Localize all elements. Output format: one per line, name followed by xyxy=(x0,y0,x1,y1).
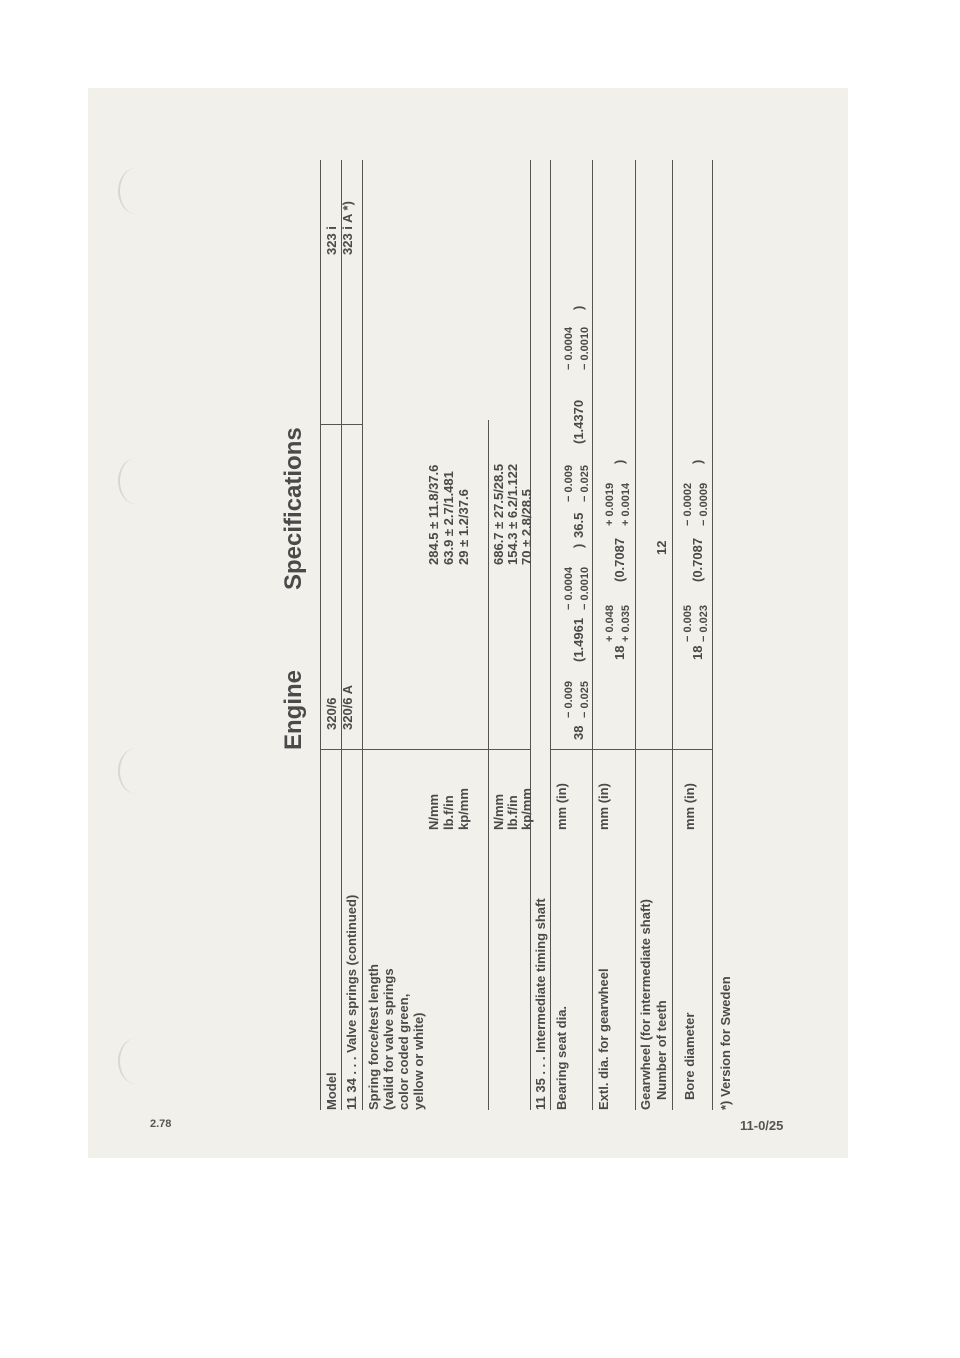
table-rule xyxy=(592,160,593,1110)
spring-label-line1: Spring force/test length xyxy=(366,964,381,1110)
bearing-value1-inch: (1.4961 xyxy=(571,617,586,662)
bearing-value2-tol-upper: − 0.009 xyxy=(563,464,575,502)
bore-inch-tol-lower: − 0.0009 xyxy=(698,482,710,526)
spring-force-value: 63.9 ± 2.7/1.481 xyxy=(441,471,456,565)
column-divider xyxy=(320,749,362,750)
date-code: 2.78 xyxy=(150,1118,172,1130)
section-title: Engine xyxy=(280,669,307,750)
spring-force-value: 284.5 ± 11.8/37.6 xyxy=(426,464,441,565)
model-label: Model xyxy=(324,1072,339,1110)
unit-lbfin: lb.f/in xyxy=(505,795,520,830)
bore-inch-tol-upper: − 0.0002 xyxy=(682,482,694,526)
extl-dia-inch: (0.7087 xyxy=(612,537,627,582)
bearing-value1-close: ) xyxy=(571,543,586,548)
extl-dia-inch-tol-upper: + 0.0019 xyxy=(604,482,616,526)
table-rule xyxy=(635,160,636,1110)
model-col2-line1: 323 i xyxy=(324,226,339,255)
column-divider xyxy=(362,749,530,750)
table-rule xyxy=(341,160,342,1110)
unit-kpmm: kp/mm xyxy=(456,788,471,830)
spring-label-line4: yellow or white) xyxy=(411,1012,426,1110)
bearing-value2-close: ) xyxy=(571,305,586,310)
unit-kpmm: kp/mm xyxy=(519,788,534,830)
teeth-value: 12 xyxy=(654,540,669,555)
extl-dia-inch-tol-lower: + 0.0014 xyxy=(620,482,632,526)
bearing-value2-inch: (1.4370 xyxy=(571,399,586,444)
bearing-value1-tol-lower: − 0.025 xyxy=(579,680,591,718)
bearing-value1-inch-tol-upper: − 0.0004 xyxy=(563,566,575,610)
page-number: 11-0/25 xyxy=(740,1118,784,1133)
extl-dia-label: Extl. dia. for gearwheel xyxy=(596,968,611,1110)
table-rule xyxy=(320,160,321,1110)
model-col1-line2: 320/6 A xyxy=(340,684,355,730)
gearwheel-label: Gearwheel (for intermediate shaft) xyxy=(638,899,653,1110)
bearing-value2-inch-tol-lower: − 0.0010 xyxy=(579,326,591,370)
bore-diameter-unit: mm (in) xyxy=(682,783,697,830)
bearing-seat-label: Bearing seat dia. xyxy=(554,1005,569,1110)
footnote: *) Version for Sweden xyxy=(718,976,733,1110)
table-rule xyxy=(530,160,531,1110)
table-rule xyxy=(488,420,489,1110)
bore-tol-upper: − 0.005 xyxy=(682,604,694,642)
table-rule xyxy=(362,160,363,1110)
column-divider xyxy=(320,424,362,425)
table-rule xyxy=(550,160,551,1110)
extl-dia-close: ) xyxy=(612,459,627,464)
spring-label-line3: color coded green, xyxy=(396,993,411,1110)
bearing-value1-tol-upper: − 0.009 xyxy=(563,680,575,718)
bearing-seat-unit: mm (in) xyxy=(554,783,569,830)
teeth-label: Number of teeth xyxy=(654,1000,669,1100)
spring-label-line2: (valid for valve springs xyxy=(381,968,396,1110)
bore-diameter-label: Bore diameter xyxy=(682,1012,697,1100)
unit-nmm: N/mm xyxy=(491,793,506,830)
table-rule xyxy=(712,160,713,1110)
bearing-value1-base: 38 xyxy=(571,725,586,740)
spring-force-value: 686.7 ± 27.5/28.5 xyxy=(491,463,506,565)
bore-inch: (0.7087 xyxy=(690,537,705,582)
bearing-value2-tol-lower: − 0.025 xyxy=(579,464,591,502)
spring-force-value: 154.3 ± 6.2/1.122 xyxy=(505,463,520,565)
extl-dia-unit: mm (in) xyxy=(596,783,611,830)
bearing-value2-base: 36.5 xyxy=(571,512,586,538)
spec-sheet-rotated xyxy=(260,150,820,1150)
unit-nmm: N/mm xyxy=(426,793,441,830)
model-col2-line2: 323 i A *) xyxy=(340,201,355,255)
bearing-value2-inch-tol-upper: − 0.0004 xyxy=(563,326,575,370)
model-col1-line1: 320/6 xyxy=(324,697,339,730)
punch-hole-mark xyxy=(118,1038,154,1084)
extl-dia-tol-upper: + 0.048 xyxy=(604,604,616,642)
column-divider xyxy=(550,749,712,750)
spring-force-value: 29 ± 1.2/37.6 xyxy=(456,489,471,565)
unit-lbfin: lb.f/in xyxy=(441,795,456,830)
page-title: Specifications xyxy=(280,427,307,590)
valve-springs-heading: 11 34 . . . Valve springs (continued) xyxy=(344,894,359,1110)
punch-hole-mark xyxy=(118,458,154,504)
bearing-value1-inch-tol-lower: − 0.0010 xyxy=(579,566,591,610)
bore-tol-lower: − 0.023 xyxy=(698,604,710,642)
extl-dia-tol-lower: + 0.035 xyxy=(620,604,632,642)
extl-dia-base: 18 xyxy=(612,645,627,660)
bore-close: ) xyxy=(690,459,705,464)
bore-base: 18 xyxy=(690,645,705,660)
spring-force-value: 70 ± 2.8/28.5 xyxy=(519,489,534,565)
punch-hole-mark xyxy=(118,748,154,794)
punch-hole-mark xyxy=(118,168,154,214)
timing-shaft-heading: 11 35 . . . Intermediate timing shaft xyxy=(533,898,548,1110)
table-rule xyxy=(672,160,673,1110)
